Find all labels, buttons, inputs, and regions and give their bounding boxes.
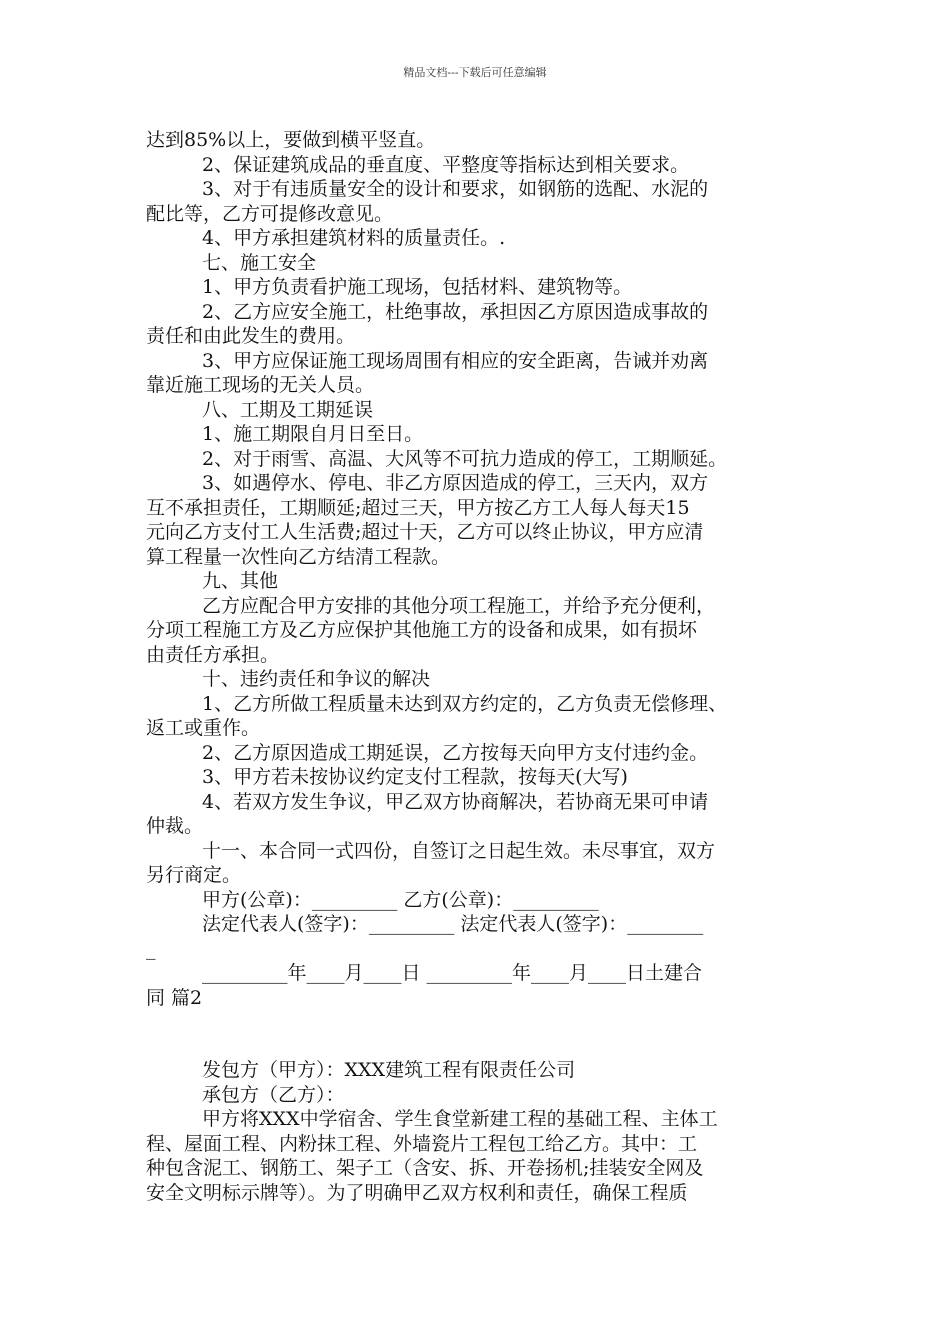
text-line: 3、如遇停水、停电、非乙方原因造成的停工，三天内，双方	[202, 472, 709, 494]
text-line: 九、其他	[202, 570, 279, 592]
text-line: 发包方（甲方）：XXX建筑工程有限责任公司	[202, 1059, 576, 1081]
text-line: 1、乙方所做工程质量未达到双方约定的，乙方负责无偿修理、	[202, 692, 728, 715]
text-line: 3、对于有违质量安全的设计和要求，如钢筋的选配、水泥的	[202, 178, 709, 200]
text-line: 种包含泥工、钢筋工、架子工（含安、拆、开卷扬机;挂装安全网及	[146, 1157, 704, 1179]
text-line: 由责任方承担。	[146, 643, 280, 666]
text-line: 仲裁。	[146, 815, 204, 837]
text-line: 十一、本合同一式四份，自签订之日起生效。未尽事宜，双方	[202, 839, 716, 862]
text-line: 同 篇2	[146, 986, 203, 1009]
text-line: 靠近施工现场的无关人员。	[146, 374, 375, 396]
paragraph-gap	[146, 1010, 826, 1058]
text-line: 法定代表人(签字)：_________ 法定代表人(签字)：________	[202, 913, 704, 935]
text-line: _	[146, 937, 156, 960]
text-line: 元向乙方支付工人生活费;超过十天，乙方可以终止协议，甲方应清	[146, 521, 704, 543]
text-line: 甲方将XXX中学宿舍、学生食堂新建工程的基础工程、主体工	[202, 1108, 718, 1130]
text-line: 八、工期及工期延误	[202, 398, 374, 421]
text-line: 甲方(公章)：_________ 乙方(公章)：_________	[202, 888, 599, 911]
text-line: 1、施工期限自月日至日。	[202, 423, 424, 445]
text-line: 乙方应配合甲方安排的其他分项工程施工，并给予充分便利，	[202, 594, 716, 617]
text-line: 分项工程施工方及乙方应保护其他施工方的设备和成果，如有损坏	[146, 619, 698, 641]
text-line: 3、甲方应保证施工现场周围有相应的安全距离，告诫并劝离	[202, 349, 709, 372]
text-line: 互不承担责任，工期顺延;超过三天，甲方按乙方工人每人每天15	[146, 496, 690, 519]
text-line: 返工或重作。	[146, 717, 261, 739]
text-line: 七、施工安全	[202, 251, 317, 274]
text-line: 1、甲方负责看护施工现场，包括材料、建筑物等。	[202, 276, 633, 298]
text-line: 达到85%以上，要做到横平竖直。	[146, 129, 436, 151]
text-line: 2、乙方原因造成工期延误，乙方按每天向甲方支付违约金。	[202, 741, 709, 764]
text-line: 另行商定。	[146, 864, 242, 886]
text-line: 承包方（乙方）：	[202, 1083, 345, 1106]
text-line: 十、违约责任和争议的解决	[202, 668, 431, 690]
page-header: 精品文档---下载后可任意编辑	[403, 66, 547, 79]
text-line: _________年____月____日 _________年____月____日土建合	[202, 962, 703, 984]
text-line: 程、屋面工程、内粉抹工程、外墙瓷片工程包工给乙方。其中：工	[146, 1132, 698, 1155]
contract-body	[146, 128, 826, 1205]
text-line: 2、对于雨雪、高温、大风等不可抗力造成的停工，工期顺延。	[202, 447, 728, 470]
text-line: 2、乙方应安全施工，杜绝事故，承担因乙方原因造成事故的	[202, 300, 709, 323]
text-line: 配比等，乙方可提修改意见。	[146, 202, 394, 225]
text-line: 4、甲方承担建筑材料的质量责任。.	[202, 227, 506, 249]
text-line: 4、若双方发生争议，甲乙双方协商解决，若协商无果可申请	[202, 790, 709, 813]
text-line: 安全文明标示牌等）。为了明确甲乙双方权利和责任，确保工程质	[146, 1181, 688, 1204]
text-line: 责任和由此发生的费用。	[146, 325, 356, 347]
text-line: 3、甲方若未按协议约定支付工程款，按每天(大写)	[202, 766, 628, 788]
text-line: 算工程量一次性向乙方结清工程款。	[146, 545, 451, 568]
text-line: 2、保证建筑成品的垂直度、平整度等指标达到相关要求。	[202, 153, 690, 176]
